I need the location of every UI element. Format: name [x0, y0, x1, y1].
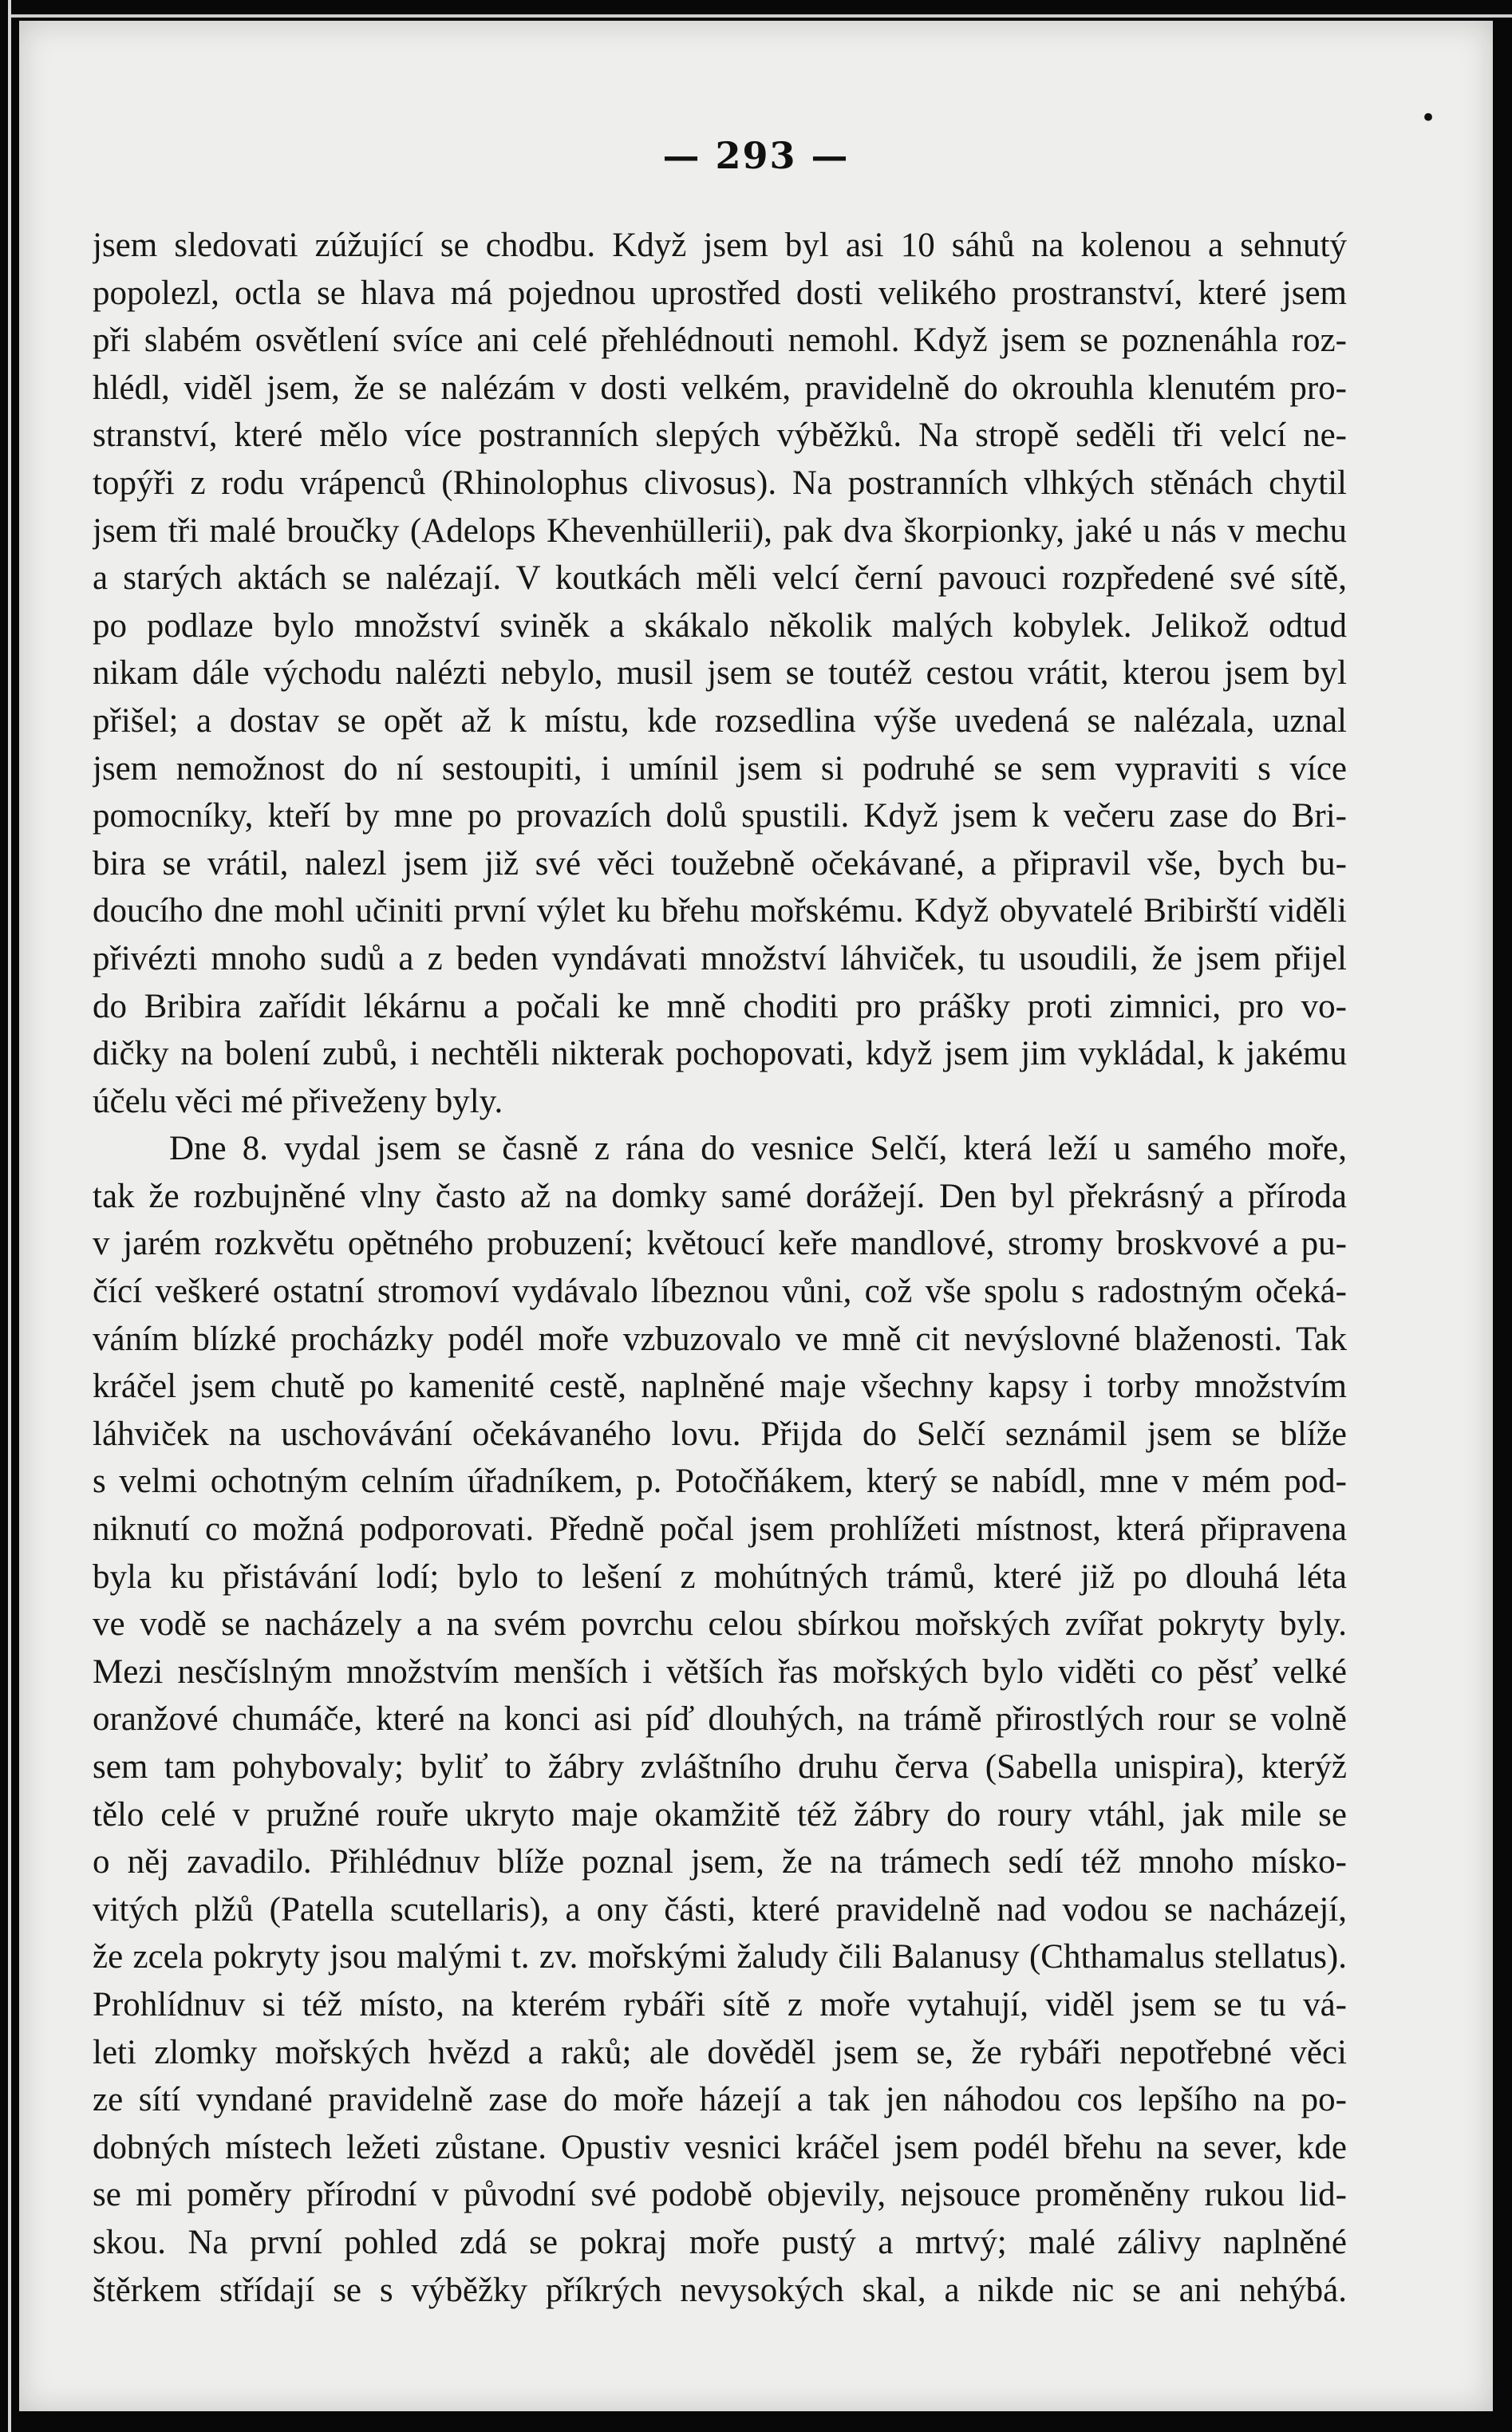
text-line: váním blízké procházky podél moře vzbuzovalo ve mně cit nevýslovné blaženosti. Tak: [93, 1320, 1347, 1358]
body-text: [93, 222, 1347, 2314]
text-line: leti zlomky mořských hvězd a raků; ale dověděl jsem se, že rybáři nepotřebné věci: [93, 2033, 1347, 2071]
text-line: láhviček na uschovávání očekávaného lovu. Přijda do Selčí seznámil jsem se blíže: [93, 1415, 1347, 1453]
text-line: přišel; a dostav se opět až k místu, kde rozsedlina výše uvedená se nalézala, uznal: [93, 701, 1347, 740]
text-line: dobných místech ležeti zůstane. Opustiv vesnici kráčel jsem podél břehu na sever, kde: [93, 2128, 1347, 2166]
text-line: tak že rozbujněné vlny často až na domky samé dorážejí. Den byl překrásný a příroda: [93, 1177, 1347, 1215]
text-line: přivézti mnoho sudů a z beden vyndávati množství láhviček, tu usoudili, že jsem přijel: [93, 939, 1347, 977]
scan-top-edge: [11, 14, 1512, 18]
text-line: nikam dále východu nalézti nebylo, musil jsem se toutéž cestou vrátit, kterou jsem byl: [93, 654, 1347, 693]
text-line: stranství, které mělo více postranních slepých výběžků. Na stropě seděli tři velcí ne-: [93, 417, 1347, 455]
text-line: Mezi nesčíslným množstvím menších i větších řas mořských bylo viděti co pěsť velké: [93, 1652, 1347, 1691]
text-line: štěrkem střídají se s výběžky příkrých nevysokých skal, a nikde nic se ani nehýbá.: [93, 2271, 1347, 2309]
text-line: pomocníky, kteří by mne po provazích dolů spustili. Když jsem k večeru zase do Bri-: [93, 797, 1347, 835]
text-line: ze sítí vyndané pravidelně zase do moře házejí a tak jen náhodou cos lepšího na po-: [93, 2081, 1347, 2119]
text-line: že zcela pokryty jsou malými t. zv. mořskými žaludy čili Balanusy (Chthamalus stellatus).: [93, 1938, 1347, 1976]
paragraph-start-line: Dne 8. vydal jsem se časně z rána do vesnice Selčí, která leží u samého moře,: [169, 1130, 1347, 1168]
text-line: při slabém osvětlení svíce ani celé přehlédnouti nemohl. Když jsem se poznenáhla roz-: [93, 322, 1347, 360]
text-line: tělo celé v pružné rouře ukryto maje okamžitě též žábry do roury vtáhl, jak mile se: [93, 1795, 1347, 1834]
text-line: doucího dne mohl učiniti první výlet ku břehu mořskému. Když obyvatelé Bribirští viděli: [93, 892, 1347, 930]
text-line: s velmi ochotným celním úřadníkem, p. Potočňákem, který se nabídl, mne v mém pod-: [93, 1463, 1347, 1501]
text-line: kráčel jsem chutě po kamenité cestě, naplněné maje všechny kapsy i torby množstvím: [93, 1368, 1347, 1406]
text-line: bira se vrátil, nalezl jsem již své věci toužebně očekávané, a připravil vše, bych bu-: [93, 844, 1347, 882]
paragraph-end-line: účelu věci mé přiveženy byly.: [93, 1082, 503, 1120]
text-line: popolezl, octla se hlava má pojednou uprostřed dosti velikého prostranství, které jsem: [93, 274, 1347, 312]
text-line: čící veškeré ostatní stromoví vydávalo líbeznou vůni, což vše spolu s radostným očeká-: [93, 1273, 1347, 1311]
text-line: skou. Na první pohled zdá se pokraj moře pustý a mrtvý; malé zálivy naplněné: [93, 2223, 1347, 2261]
text-line: a starých aktách se nalézají. V koutkách měli velcí černí pavouci rozpředené své sítě,: [93, 559, 1347, 598]
scan-left-edge: [8, 0, 11, 2432]
text-line: do Bribira zařídit lékárnu a počali ke mně choditi pro prášky proti zimnici, pro vo-: [93, 987, 1347, 1025]
text-line: vitých plžů (Patella scutellaris), a ony části, které pravidelně nad vodou se nacházejí,: [93, 1890, 1347, 1929]
text-line: jsem nemožnost do ní sestoupiti, i umínil jsem si podruhé se sem vypraviti s více: [93, 749, 1347, 788]
page-edge-mark: •: [1420, 102, 1437, 134]
text-line: jsem tři malé broučky (Adelops Khevenhüllerii), pak dva škorpionky, jaké u nás v mechu: [93, 511, 1347, 550]
text-line: se mi poměry přírodní v původní své podobě objevily, nejsouce proměněny rukou lid-: [93, 2176, 1347, 2214]
text-line: sem tam pohybovaly; byliť to žábry zvláštního druhu červa (Sabella unispira), kterýž: [93, 1748, 1347, 1786]
text-line: ve vodě se nacházely a na svém povrchu celou sbírkou mořských zvířat pokryty byly.: [93, 1605, 1347, 1644]
text-line: po podlaze bylo množství sviněk a skákalo několik malých kobylek. Jelikož odtud: [93, 606, 1347, 645]
text-line: niknutí co možná podporovati. Předně počal jsem prohlížeti místnost, která připravena: [93, 1510, 1347, 1549]
text-line: hlédl, viděl jsem, že se nalézám v dosti velkém, pravidelně do okrouhla klenutém pro-: [93, 369, 1347, 407]
text-line: jsem sledovati zúžující se chodbu. Když jsem byl asi 10 sáhů na kolenou a sehnutý: [93, 227, 1347, 264]
text-line: oranžové chumáče, které na konci asi píď dlouhých, na trámě přirostlých rour se volně: [93, 1700, 1347, 1739]
text-line: o něj zavadilo. Přihlédnuv blíže poznal jsem, že na trámech sedí též mnoho mísko-: [93, 1843, 1347, 1881]
text-line: topýři z rodu vrápenců (Rhinolophus clivosus). Na postranních vlhkých stěnách chytil: [93, 464, 1347, 502]
text-line: Prohlídnuv si též místo, na kterém rybáři sítě z moře vytahují, viděl jsem se tu vá-: [93, 1985, 1347, 2023]
text-line: dičky na bolení zubů, i nechtěli nikterak pochopovati, když jsem jim vykládal, k jakému: [93, 1035, 1347, 1073]
page-number: — 293 —: [662, 134, 850, 177]
text-line: byla ku přistávání lodí; bylo to lešení z mohútných trámů, které již po dlouhá léta: [93, 1558, 1347, 1596]
text-line: v jarém rozkvětu opětného probuzení; květoucí keře mandlové, stromy broskvové a pu-: [93, 1225, 1347, 1263]
